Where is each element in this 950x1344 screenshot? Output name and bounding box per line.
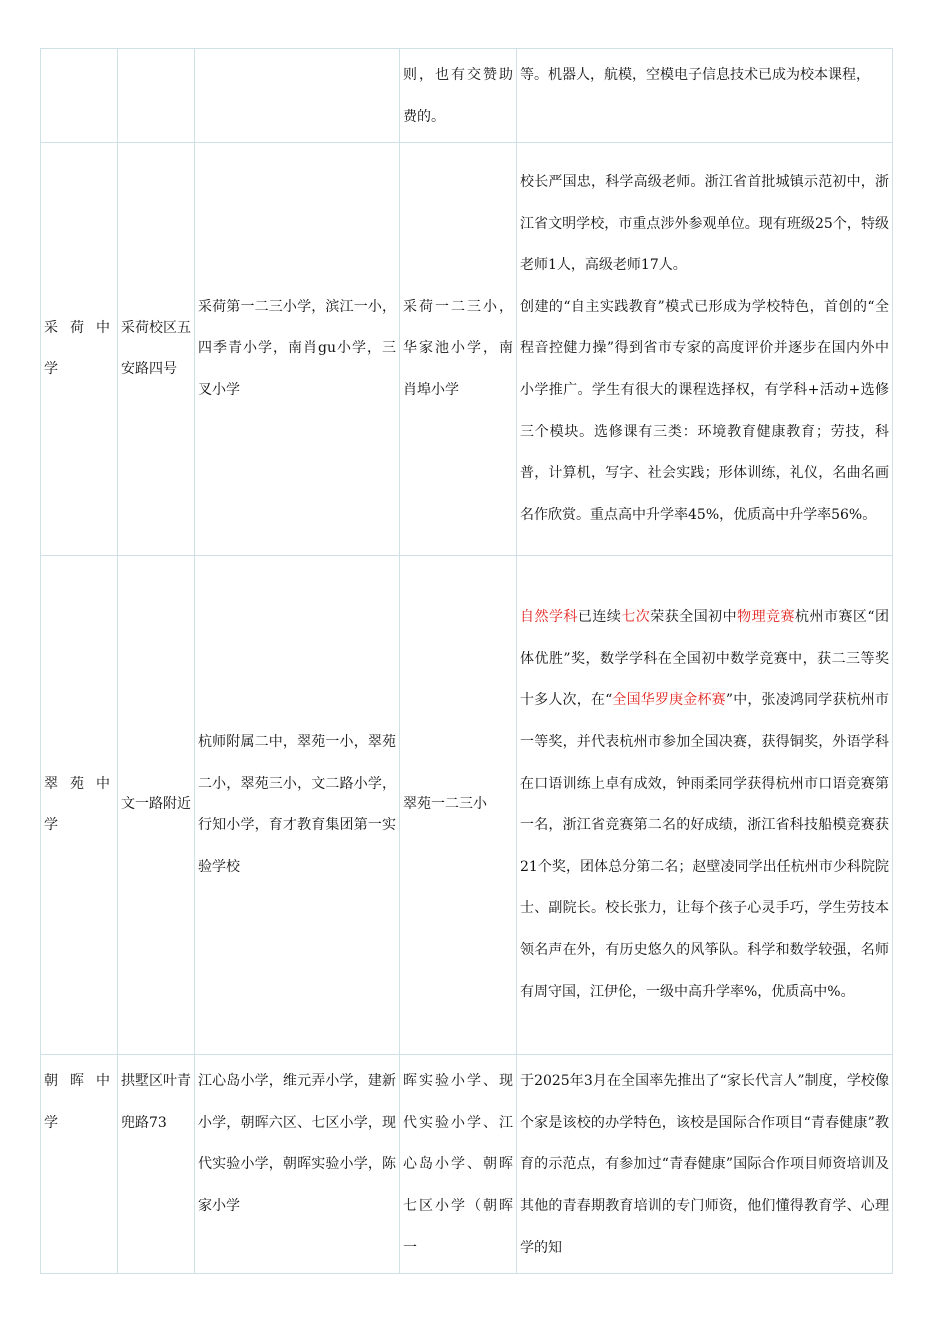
- intro-text: 杭州市赛区“团体优胜”奖，数学学科在全国初中数学竞赛中，获二三等奖十多人次，在“: [520, 609, 890, 709]
- table-row: [41, 1055, 893, 1274]
- school-name-cell: [41, 49, 118, 143]
- corresponding-schools-cell: 采荷一二三小，华家池小学，南肖埠小学: [400, 143, 517, 556]
- highlighted-text: 物理竞赛: [737, 609, 796, 626]
- intro-paragraph: [520, 609, 889, 999]
- primary-schools-cell: [195, 49, 400, 143]
- primary-schools-cell: 杭师附属二中，翠苑一小，翠苑二小，翠苑三小，文二路小学，行知小学，育才教育集团第一实验学校: [195, 556, 400, 1055]
- intro-paragraph: 于2025年3月在全国率先推出了“家长代言人”制度，学校像个家是该校的办学特色，该校是国际合作项目“青春健康”教育的示范点，有参加过“青春健康”国际合作项目师资培训及其他的青春期教育培训的专门师资，他们懂得教育学、心理学的知: [520, 1073, 889, 1256]
- table-row: [41, 49, 893, 143]
- intro-paragraph: 等。机器人，航模，空模电子信息技术已成为校本课程，: [520, 67, 870, 83]
- intro-cell: [517, 49, 893, 143]
- intro-text: 已连续: [577, 609, 622, 626]
- highlighted-text: 自然学科: [520, 609, 578, 626]
- corresponding-schools-cell: 则，也有交赞助费的。: [400, 49, 517, 143]
- address-cell: 文一路附近: [118, 556, 195, 1055]
- school-name-cell: 朝晖中学: [41, 1055, 118, 1274]
- highlighted-text: 七次: [621, 609, 651, 626]
- intro-cell: [517, 1055, 893, 1274]
- corresponding-schools-cell: 晖实验小学、现代实验小学、江心岛小学、朝晖七区小学（朝晖一: [400, 1055, 517, 1274]
- primary-schools-cell: 江心岛小学，维元弄小学，建新小学，朝晖六区、七区小学，现代实验小学，朝晖实验小学，陈家小学: [195, 1055, 400, 1274]
- address-cell: [118, 49, 195, 143]
- school-info-table: [40, 48, 893, 1274]
- primary-schools-cell: 采荷第一二三小学，滨江一小，四季青小学，南肖gu小学，三叉小学: [195, 143, 400, 556]
- table-row: [41, 556, 893, 1055]
- table-row: [41, 143, 893, 556]
- highlighted-text: 全国华罗庚金杯赛: [612, 692, 726, 709]
- intro-paragraph: 创建的“自主实践教育”模式已形成为学校特色，首创的“全程音控健力操”得到省市专家的高度评价并逐步在国内外中小学推广。学生有很大的课程选择权，有学科+活动+选修三个模块。选修课有三类：环境教育健康教育；劳技，科普，计算机，写字、社会实践；形体训练，礼仪，名曲名画名作欣赏。重点高中升学率45%，优质高中升学率56%。: [520, 298, 889, 523]
- address-cell: 采荷校区五安路四号: [118, 143, 195, 556]
- intro-paragraph: 校长严国忠，科学高级老师。浙江省首批城镇示范初中，浙江省文明学校，市重点涉外参观单位。现有班级25个，特级老师1人，高级老师17人。: [520, 174, 889, 274]
- corresponding-schools-cell: 翠苑一二三小: [400, 556, 517, 1055]
- intro-text: ”中，张凌鸿同学获杭州市一等奖，并代表杭州市参加全国决赛，获得铜奖，外语学科在口语训练上卓有成效，钟雨柔同学获得杭州市口语竞赛第一名，浙江省竞赛第二名的好成绩，浙江省科技船模竞赛获21个奖，团体总分第二名；赵壁凌同学出任杭州市少科院院士、副院长。校长张力，让每个孩子心灵手巧，学生劳技本领名声在外，有历史悠久的风筝队。科学和数学较强，名师有周守国，江伊伦，一级中高升学率%，优质高中%。: [520, 692, 889, 1000]
- intro-cell: [517, 143, 893, 556]
- school-name-cell: 采荷中学: [41, 143, 118, 556]
- intro-text: 荣获全国初中: [650, 609, 738, 626]
- school-name-cell: 翠苑中学: [41, 556, 118, 1055]
- intro-cell: [517, 556, 893, 1055]
- address-cell: 拱墅区叶青兜路73: [118, 1055, 195, 1274]
